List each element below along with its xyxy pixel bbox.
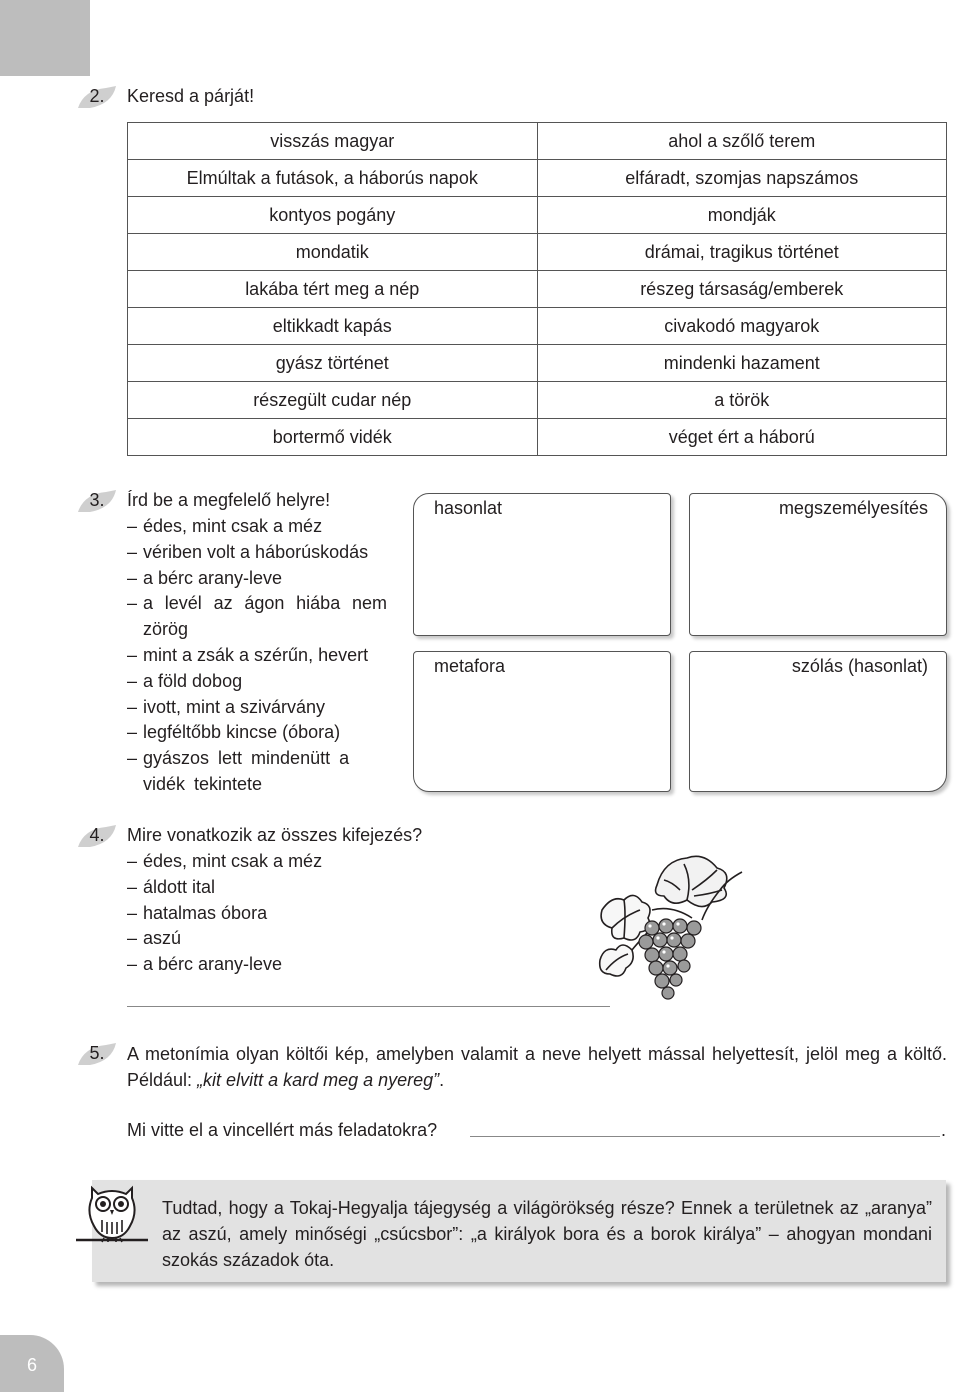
right-cell: véget ért a háború [537,419,947,456]
right-cell: ahol a szőlő terem [537,123,947,160]
item-text: a bérc arany-leve [143,567,283,588]
question-text: Mi vitte el a vincellért más feladatokra? [127,1120,438,1140]
dash: – [127,567,138,588]
item-text: a bérc arany-leve [143,954,283,975]
right-cell: részeg társaság/emberek [537,271,947,308]
right-cell: a török [537,382,947,419]
dash: – [127,696,138,717]
right-cell: drámai, tragikus történet [537,234,947,271]
example-quote: „kit elvitt a kard meg a nyereg” [197,1070,440,1090]
expression-list [127,514,387,798]
list-item [127,952,322,978]
item-text: vériben volt a háborúskodás [143,541,369,562]
list-item [127,514,387,540]
right-cell: elfáradt, szomjas napszámos [537,160,947,197]
answer-box-megszemelyesites[interactable] [689,493,947,636]
dash: – [127,851,138,871]
list-item [127,643,387,669]
item-text: a föld dobog [143,670,243,691]
list-item [127,669,387,695]
left-cell: Elmúltak a futások, a háborús napok [128,160,538,197]
item-text: legféltőbb kincse (óbora) [143,722,341,743]
task-title: Keresd a párját! [127,86,255,106]
dash: – [127,928,138,949]
dash: – [127,954,138,975]
period: . [941,1120,947,1140]
left-cell: visszás magyar [128,123,538,160]
task-text [127,1041,947,1093]
task-number-badge [76,823,120,849]
task-title: Írd be a megfelelő helyre! [127,490,331,510]
dash: – [127,541,138,562]
task-number: 3. [89,490,105,510]
task-number-badge [76,488,120,514]
left-cell: részegült cudar nép [128,382,538,419]
list-item [127,695,387,721]
expression-list [127,849,322,978]
list-item [127,901,322,927]
dash: – [127,670,138,691]
item-text: édes, mint csak a méz [143,851,323,871]
answer-box-metafora[interactable] [413,651,671,792]
task-number: 4. [89,825,105,845]
task-number-badge [76,1041,120,1067]
item-text: gyászos lett mindenütt a vidék tekintete [143,748,350,794]
dash: – [127,593,138,614]
box-label: megszemélyesítés [778,498,928,518]
table-row [128,123,947,160]
list-item [127,540,387,566]
right-cell: civakodó magyarok [537,308,947,345]
box-label: szólás (hasonlat) [791,656,928,676]
answer-line[interactable] [127,1006,610,1007]
list-item [127,720,387,746]
task-title: Mire vonatkozik az összes kifejezés? [127,825,423,845]
table-row [128,382,947,419]
dash: – [127,876,138,897]
list-item [127,875,322,901]
right-cell: mondják [537,197,947,234]
info-text: Tudtad, hogy a Tokaj-Hegyalja tájegység a világörökség része? Ennek a területnek az „aranya” az aszú, amely minőségi „csúcsbor”: „a királyok bora és a borok királya” – ahogyan mondani szokás századok óta. [162,1198,932,1270]
dash: – [127,748,138,769]
list-item [127,566,387,592]
left-cell: mondatik [128,234,538,271]
dash: – [127,644,138,665]
matching-table [127,122,947,456]
table-row [128,197,947,234]
dash: – [127,902,138,923]
right-cell: mindenki hazament [537,345,947,382]
item-text: ivott, mint a szivárvány [143,696,326,717]
dash: – [127,516,138,536]
table-row [128,234,947,271]
list-item [127,591,387,643]
table-row [128,160,947,197]
left-cell: kontyos pogány [128,197,538,234]
table-row [128,419,947,456]
task-number: 2. [89,86,105,106]
box-label: hasonlat [434,498,503,518]
answer-box-hasonlat[interactable] [413,493,671,636]
table-row [128,345,947,382]
task-number-badge [76,84,120,110]
task-text-b: . [439,1070,445,1090]
table-row [128,271,947,308]
table-row [128,308,947,345]
list-item [127,849,322,875]
corner-tab [0,0,90,76]
item-text: hatalmas óbora [143,902,268,923]
list-item [127,926,322,952]
left-cell: lakába tért meg a nép [128,271,538,308]
page-number: 6 [0,1335,64,1392]
item-text: a levél az ágon hiába nem zörög [143,593,387,640]
item-text: édes, mint csak a méz [143,516,323,536]
list-item [127,746,387,798]
dash: – [127,722,138,743]
left-cell: eltikkadt kapás [128,308,538,345]
item-text: áldott ital [143,876,216,897]
item-text: mint a zsák a szérűn, hevert [143,644,369,665]
answer-line[interactable] [470,1136,940,1137]
grape-illustration [592,850,752,1010]
item-text: aszú [143,928,182,949]
box-label: metafora [434,656,506,676]
answer-box-szolas[interactable] [689,651,947,792]
task-text-a: A metonímia olyan költői kép, amelyben valamit a neve helyett mással helyettesít, jelöl meg a költő. Például: [127,1044,947,1090]
owl-icon [72,1178,152,1250]
left-cell: bortermő vidék [128,419,538,456]
left-cell: gyász történet [128,345,538,382]
task-number: 5. [89,1043,105,1063]
